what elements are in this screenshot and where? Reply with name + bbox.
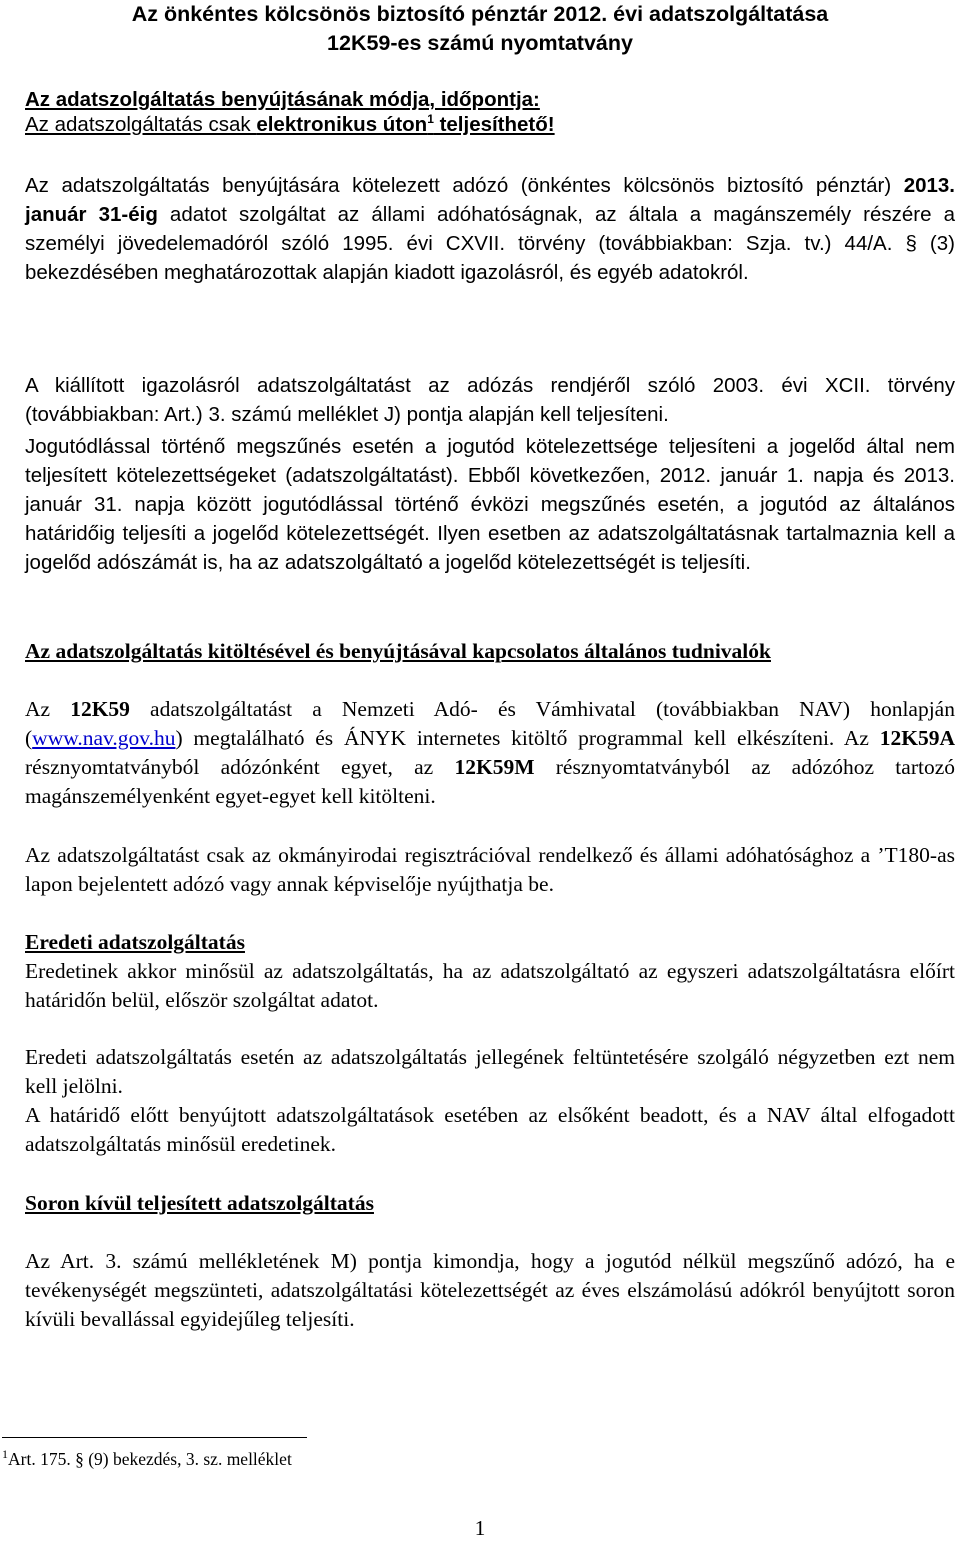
form-code-12k59a: 12K59A (879, 726, 955, 750)
obligation-deadline: 2013. január 31-éig (25, 174, 955, 226)
form-info-d: ) megtalálható és ÁNYK internetes kitöltő programmal kell elkészíteni. Az (175, 726, 880, 750)
obligation-text-pre: Az adatszolgáltatás benyújtására kötelezett adózó (önkéntes kölcsönös biztosító pénztár) (25, 174, 904, 197)
general-info-heading: Az adatszolgáltatás kitöltésével és benyújtásával kapcsolatos általános tudnivalók (25, 639, 771, 663)
footnote-number: 1 (2, 1447, 8, 1462)
document-title-line1: Az önkéntes kölcsönös biztosító pénztár 2012. évi adatszolgáltatása (131, 2, 829, 26)
form-info-e: résznyomtatványból adózónként egyet, az (25, 755, 455, 779)
paragraph-original-early: A határidő előtt benyújtott adatszolgáltatások esetében az elsőként beadott, és a NAV által elfogadott adatszolgáltatás minősül eredetinek. (25, 1103, 955, 1156)
obligation-text-post: adatot szolgáltat az állami adóhatóságnak, az általa a magánszemély részére a személyi jövedelemadóról szóló 1995. évi CXVII. törvény (továbbiakban: Szja. tv.) 44/A. § (3) bekezdésében meghatározottak alapján kiadott igazolásról, és egyéb adatokról. (25, 203, 955, 284)
form-info-f: résznyomtatványból az adózóhoz tartozó magánszemélyenként egyet-egyet kell kitölteni. (25, 755, 955, 808)
document-title-line2: 12K59-es számú nyomtatvány (327, 31, 633, 55)
footnote-text: Art. 175. § (9) bekezdés, 3. sz. melléklet (8, 1449, 292, 1469)
submission-line-pre: Az adatszolgáltatás csak (25, 113, 257, 136)
submission-line (25, 112, 955, 137)
form-code-12k59: 12K59 (70, 697, 130, 721)
original-heading: Eredeti adatszolgáltatás (25, 930, 245, 954)
page-number: 1 (474, 1516, 486, 1540)
form-info-c: adatszolgáltatást a Nemzeti Adó- és Vámhivatal (továbbiakban NAV) honlapján ( (25, 697, 955, 750)
paragraph-succession: Jogutódlással történő megszűnés esetén a jogutód kötelezettsége teljesíteni a jogelőd által nem teljesített kötelezettségeket (adatszolgáltatást). Ebből következően, 2012. január 1. napja és 2013. január 31. napja között jogutódlással történő évközi megszűnés esetén, a jogutód az általános határidőig teljesíti a jogelőd kötelezettségét. Ilyen esetben az adatszolgáltatásnak tartalmaznia kell a jogelőd adószámát is, ha az adatszolgáltató a jogelőd kötelezettségét is teljesíti. (25, 435, 955, 574)
form-code-12k59m: 12K59M (454, 755, 535, 779)
footnote-separator (2, 1437, 307, 1438)
paragraph-art-reference: A kiállított igazolásról adatszolgáltatást az adózás rendjéről szóló 2003. évi XCII. törvény (továbbiakban: Art.) 3. számú melléklet J) pontja alapján kell teljesíteni. (25, 374, 955, 426)
footnote-ref: 1 (427, 112, 434, 127)
submission-heading: Az adatszolgáltatás benyújtásának módja, időpontja: (25, 88, 540, 111)
paragraph-form-info (25, 695, 955, 811)
submission-line-post: teljesíthető! (433, 113, 555, 136)
submission-line-bold: elektronikus úton (256, 113, 428, 136)
outoforder-heading: Soron kívül teljesített adatszolgáltatás (25, 1191, 374, 1215)
paragraph-original-marking: Eredeti adatszolgáltatás esetén az adatszolgáltatás jellegének feltüntetésére szolgáló négyzetben ezt nem kell jelölni. (25, 1045, 955, 1098)
paragraph-obligation (25, 171, 955, 287)
paragraph-original-definition: Eredetinek akkor minősül az adatszolgáltatás, ha az adatszolgáltató az egyszeri adatszolgáltatásra előírt határidőn belül, először szolgáltat adatot. (25, 959, 955, 1012)
form-info-a: Az (25, 697, 71, 721)
submission-section (25, 87, 955, 137)
nav-website-link[interactable]: www.nav.gov.hu (32, 726, 176, 750)
paragraph-outoforder: Az Art. 3. számú mellékletének M) pontja kimondja, hogy a jogutód nélkül megszűnő adózó, ha e tevékenységét megszünteti, adatszolgáltatási kötelezettségét az éves elszámolású adókról benyújtott soron kívüli bevallással egyidejűleg teljesíti. (25, 1249, 955, 1331)
paragraph-who-submits: Az adatszolgáltatást csak az okmányirodai regisztrációval rendelkező és állami adóhatósághoz a ’T180-as lapon bejelentett adózó vagy annak képviselője nyújthatja be. (25, 843, 955, 896)
footnote (2, 1448, 292, 1470)
